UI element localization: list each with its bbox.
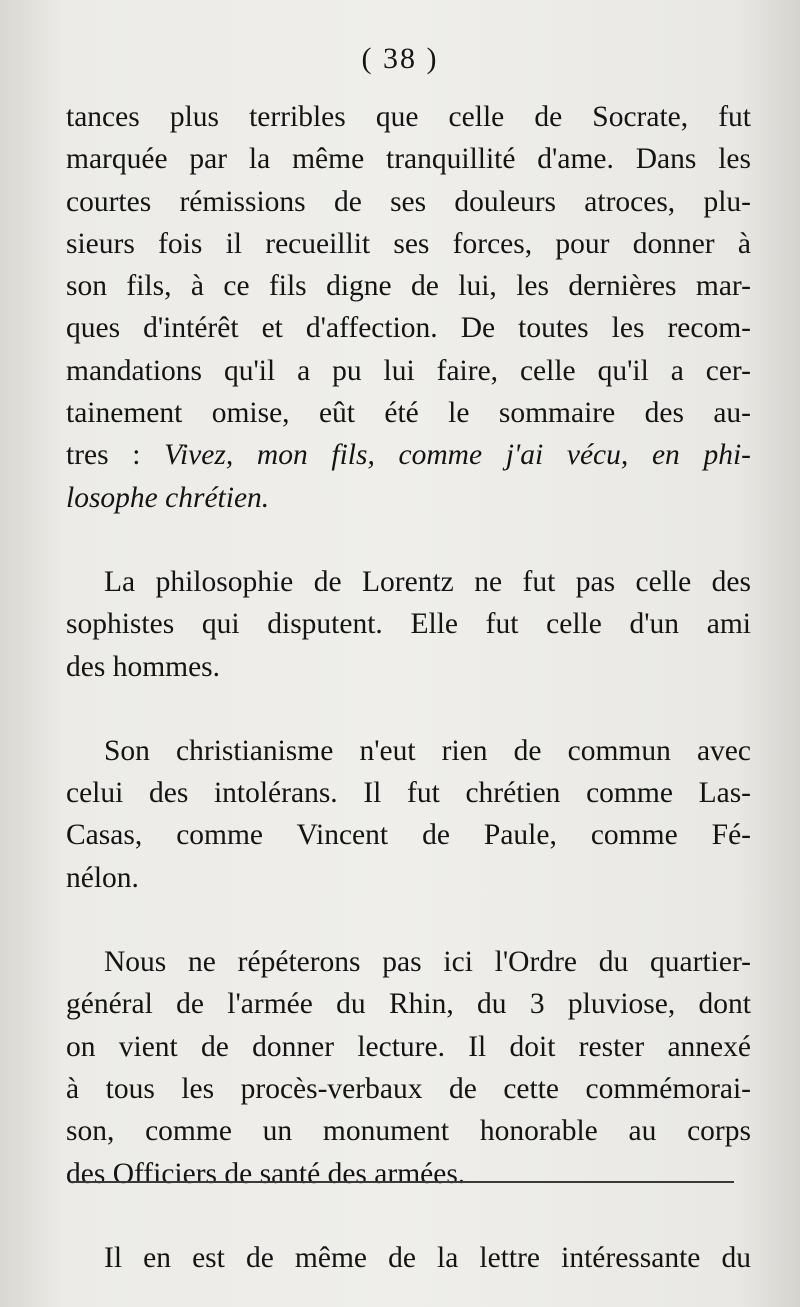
paragraph-2 <box>66 561 751 688</box>
horizontal-rule <box>70 1181 734 1183</box>
paragraph-gap <box>66 899 751 941</box>
paragraph-3 <box>66 730 751 899</box>
text-line: nélon. <box>66 861 139 894</box>
text-line: sieurs fois il recueillit ses forces, pour donner à <box>66 227 751 260</box>
text-line: Son christianisme n'eut rien de commun avec <box>104 734 751 767</box>
text-line: Nous ne répéterons pas ici l'Ordre du quartier- <box>104 946 751 979</box>
paragraph-1 <box>66 96 751 519</box>
text-line: ques d'intérêt et d'affection. De toutes les recom- <box>66 312 751 345</box>
paragraph-gap <box>66 1195 751 1237</box>
body-text <box>66 96 751 1279</box>
text-line: mandations qu'il a pu lui faire, celle qu'il a cer- <box>66 354 751 387</box>
text-line <box>66 477 751 519</box>
page-number: ( 38 ) <box>361 42 439 75</box>
text-line: tances plus terribles que celle de Socrate, fut <box>66 101 751 133</box>
italic-quote: Vivez, mon fils, comme j'ai vécu, en phi- <box>164 439 751 472</box>
text-prefix: tres : <box>66 439 165 472</box>
paragraph-4 <box>66 941 751 1195</box>
text-line: son, comme un monument honorable au corps <box>66 1115 751 1148</box>
paragraph-gap <box>66 519 751 561</box>
text-line: général de l'armée du Rhin, du 3 pluviose, dont <box>66 988 751 1021</box>
text-line: on vient de donner lecture. Il doit rester annexé <box>66 1030 751 1063</box>
text-line <box>66 434 751 476</box>
text-line: courtes rémissions de ses douleurs atroces, plu- <box>66 185 751 218</box>
paragraph-gap <box>66 688 751 730</box>
text-line: son fils, à ce fils digne de lui, les dernières mar- <box>66 270 751 303</box>
text-line: des hommes. <box>66 650 221 683</box>
text-line: sophistes qui disputent. Elle fut celle d'un ami <box>66 608 751 641</box>
text-line: celui des intolérans. Il fut chrétien comme Las- <box>66 777 751 810</box>
text-line: Casas, comme Vincent de Paule, comme Fé- <box>66 819 751 852</box>
text-line: marquée par la même tranquillité d'ame. Dans les <box>66 143 751 176</box>
italic-quote: losophe chrétien. <box>66 481 270 514</box>
text-line: des Officiers de santé des armées. <box>66 1157 466 1190</box>
text-line: à tous les procès-verbaux de cette commémorai- <box>66 1072 751 1105</box>
text-line: La philosophie de Lorentz ne fut pas celle des <box>104 565 751 598</box>
text-line: Il en est de même de la lettre intéressante du <box>104 1241 751 1274</box>
text-line: tainement omise, eût été le sommaire des au- <box>66 397 751 430</box>
paragraph-5 <box>66 1237 751 1279</box>
